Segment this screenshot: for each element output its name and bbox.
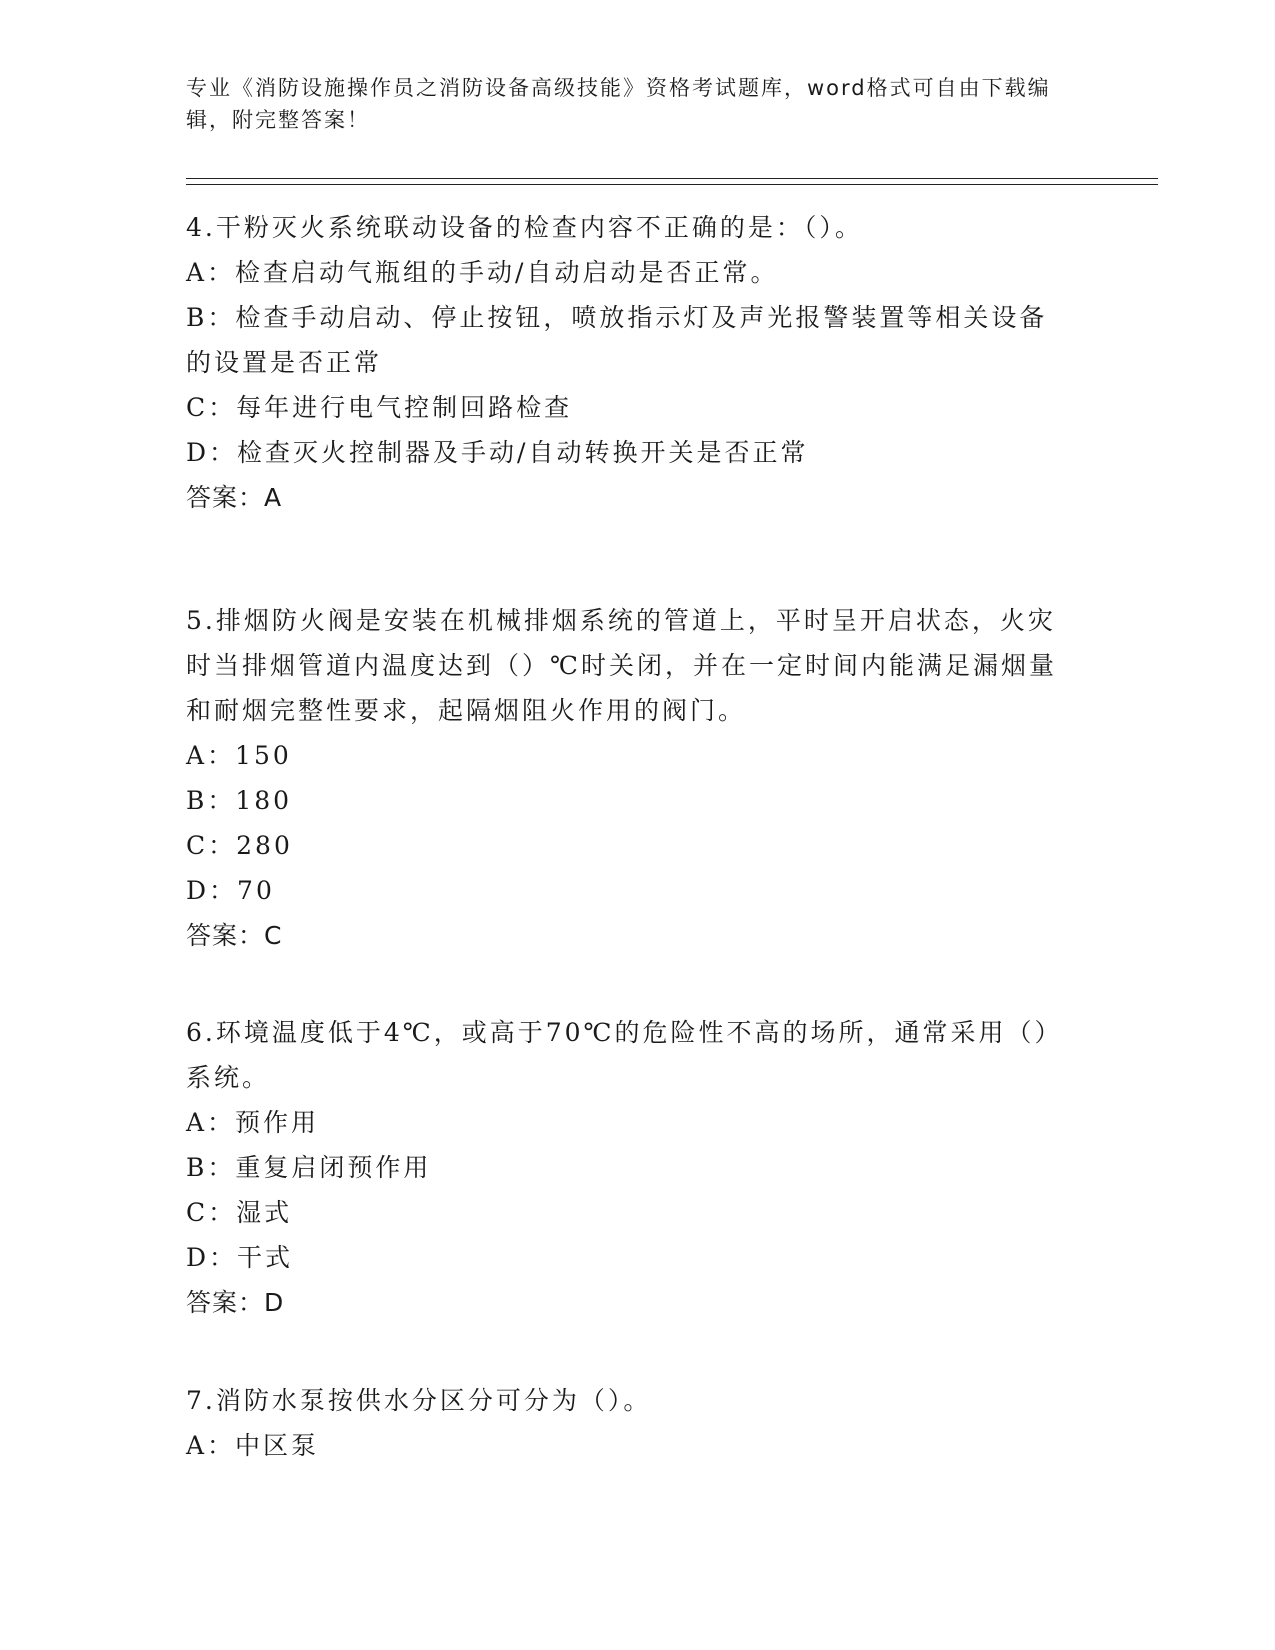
- option-c: C：湿式: [186, 1198, 293, 1227]
- option-a: A：检查启动气瓶组的手动/自动启动是否正常。: [186, 258, 779, 287]
- option-b: B：检查手动启动、停止按钮，喷放指示灯及声光报警装置等相关设备的设置是否正常: [186, 303, 1048, 377]
- option-c: C：每年进行电气控制回路检查: [186, 393, 573, 422]
- option-a: A：预作用: [186, 1108, 320, 1137]
- option-a: A：150: [186, 741, 292, 770]
- document-header: 专业《消防设施操作员之消防设备高级技能》资格考试题库，word格式可自由下载编辑，附完整答案！: [186, 76, 1051, 132]
- option-b: B：180: [186, 786, 293, 815]
- question-5: [186, 598, 1066, 958]
- question-stem: 4.干粉灭火系统联动设备的检查内容不正确的是：（）。: [186, 213, 863, 242]
- question-stem: 7.消防水泵按供水分区分可分为（）。: [186, 1386, 652, 1415]
- option-c: C：280: [186, 831, 293, 860]
- question-stem: 5.排烟防火阀是安装在机械排烟系统的管道上，平时呈开启状态，火灾时当排烟管道内温度达到（）℃时关闭，并在一定时间内能满足漏烟量和耐烟完整性要求，起隔烟阻火作用的阀门。: [186, 606, 1057, 725]
- option-d: D：70: [186, 876, 275, 905]
- question-stem: 6.环境温度低于4℃，或高于70℃的危险性不高的场所，通常采用（）系统。: [186, 1018, 1063, 1092]
- answer: 答案：D: [186, 1288, 285, 1317]
- header-divider-line-2: [186, 184, 1158, 185]
- option-d: D：干式: [186, 1243, 294, 1272]
- question-7: [186, 1378, 1066, 1468]
- question-4: [186, 205, 1066, 520]
- option-d: D：检查灭火控制器及手动/自动转换开关是否正常: [186, 438, 809, 467]
- answer: 答案：A: [186, 483, 283, 512]
- question-6: [186, 1010, 1066, 1325]
- option-a: A：中区泵: [186, 1431, 320, 1460]
- answer: 答案：C: [186, 921, 283, 950]
- header-divider-line: [186, 178, 1158, 179]
- option-b: B：重复启闭预作用: [186, 1153, 432, 1182]
